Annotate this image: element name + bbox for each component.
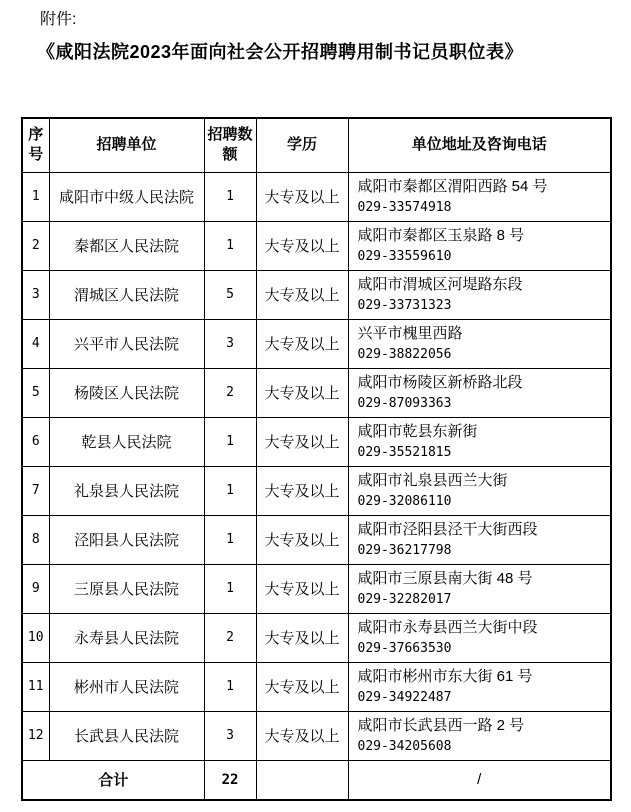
education-cell: 大专及以上: [256, 417, 348, 466]
table-row: [22, 662, 611, 711]
header-seq-no: 序号: [22, 118, 49, 172]
education-cell: 大专及以上: [256, 711, 348, 760]
address-line: 咸阳市三原县南大街 48 号: [357, 569, 533, 587]
address-line: 咸阳市乾县东新街: [357, 422, 478, 440]
job-positions-table: [21, 117, 612, 801]
header-address: 单位地址及咨询电话: [348, 118, 611, 172]
recruit-count-cell: 1: [204, 662, 256, 711]
address-line: 咸阳市永寿县西兰大街中段: [357, 618, 538, 636]
address-cell: [348, 172, 611, 221]
address-cell: [348, 319, 611, 368]
education-cell: 大专及以上: [256, 221, 348, 270]
table-footer-row: [22, 760, 611, 800]
row-number-cell: 7: [22, 466, 49, 515]
phone-line: 029-87093363: [357, 395, 452, 411]
row-number-cell: 10: [22, 613, 49, 662]
address-line: 咸阳市秦都区玉泉路 8 号: [357, 226, 525, 244]
address-cell: [348, 564, 611, 613]
unit-name-cell: 永寿县人民法院: [49, 613, 204, 662]
row-number-cell: 4: [22, 319, 49, 368]
education-cell: 大专及以上: [256, 319, 348, 368]
recruit-count-cell: 1: [204, 564, 256, 613]
address-cell: [348, 417, 611, 466]
address-cell: [348, 662, 611, 711]
document-title: 《咸阳法院2023年面向社会公开招聘聘用制书记员职位表》: [37, 42, 524, 62]
table-row: [22, 172, 611, 221]
address-cell: [348, 270, 611, 319]
education-cell: 大专及以上: [256, 613, 348, 662]
phone-line: 029-38822056: [357, 346, 452, 362]
table-row: [22, 466, 611, 515]
table-row: [22, 319, 611, 368]
table-row: [22, 515, 611, 564]
recruit-count-cell: 3: [204, 711, 256, 760]
education-cell: 大专及以上: [256, 368, 348, 417]
education-cell: 大专及以上: [256, 270, 348, 319]
table-row: [22, 564, 611, 613]
table-row: [22, 711, 611, 760]
footer-address-cell: /: [348, 760, 611, 800]
table-header-row: [22, 118, 611, 172]
unit-name-cell: 兴平市人民法院: [49, 319, 204, 368]
recruit-count-cell: 2: [204, 613, 256, 662]
footer-education-cell: [256, 760, 348, 800]
phone-line: 029-33559610: [357, 248, 452, 264]
phone-line: 029-32282017: [357, 591, 452, 607]
table-row: [22, 270, 611, 319]
table-row: [22, 221, 611, 270]
unit-name-cell: 泾阳县人民法院: [49, 515, 204, 564]
header-education: 学历: [256, 118, 348, 172]
address-line: 咸阳市彬州市东大街 61 号: [357, 667, 533, 685]
total-label: 合计: [22, 760, 204, 800]
address-line: 咸阳市泾阳县泾干大街西段: [357, 520, 538, 538]
recruit-count-cell: 1: [204, 515, 256, 564]
phone-line: 029-34205608: [357, 738, 452, 754]
recruit-count-cell: 5: [204, 270, 256, 319]
address-line: 咸阳市杨陵区新桥路北段: [357, 373, 523, 391]
table-row: [22, 417, 611, 466]
address-line: 咸阳市渭城区河堤路东段: [357, 275, 523, 293]
address-cell: [348, 613, 611, 662]
unit-name-cell: 咸阳市中级人民法院: [49, 172, 204, 221]
row-number-cell: 6: [22, 417, 49, 466]
address-cell: [348, 221, 611, 270]
row-number-cell: 5: [22, 368, 49, 417]
recruit-count-cell: 3: [204, 319, 256, 368]
phone-line: 029-32086110: [357, 493, 452, 509]
recruit-count-cell: 1: [204, 417, 256, 466]
recruit-count-cell: 1: [204, 221, 256, 270]
recruit-count-cell: 1: [204, 172, 256, 221]
table-row: [22, 613, 611, 662]
attachment-label: 附件:: [40, 11, 77, 28]
row-number-cell: 1: [22, 172, 49, 221]
address-cell: [348, 368, 611, 417]
row-number-cell: 9: [22, 564, 49, 613]
address-cell: [348, 466, 611, 515]
row-number-cell: 12: [22, 711, 49, 760]
unit-name-cell: 杨陵区人民法院: [49, 368, 204, 417]
education-cell: 大专及以上: [256, 662, 348, 711]
phone-line: 029-37663530: [357, 640, 452, 656]
unit-name-cell: 彬州市人民法院: [49, 662, 204, 711]
recruit-count-cell: 2: [204, 368, 256, 417]
recruit-count-cell: 1: [204, 466, 256, 515]
row-number-cell: 11: [22, 662, 49, 711]
row-number-cell: 3: [22, 270, 49, 319]
unit-name-cell: 长武县人民法院: [49, 711, 204, 760]
header-unit: 招聘单位: [49, 118, 204, 172]
unit-name-cell: 乾县人民法院: [49, 417, 204, 466]
education-cell: 大专及以上: [256, 172, 348, 221]
phone-line: 029-35521815: [357, 444, 452, 460]
address-cell: [348, 711, 611, 760]
education-cell: 大专及以上: [256, 564, 348, 613]
table-row: [22, 368, 611, 417]
unit-name-cell: 渭城区人民法院: [49, 270, 204, 319]
row-number-cell: 8: [22, 515, 49, 564]
address-cell: [348, 515, 611, 564]
address-line: 咸阳市礼泉县西兰大街: [357, 471, 508, 489]
phone-line: 029-33574918: [357, 199, 452, 215]
address-line: 咸阳市秦都区渭阳西路 54 号: [357, 177, 548, 195]
unit-name-cell: 三原县人民法院: [49, 564, 204, 613]
address-line: 咸阳市长武县西一路 2 号: [357, 716, 525, 734]
header-count: 招聘数额: [204, 118, 256, 172]
phone-line: 029-36217798: [357, 542, 452, 558]
address-line: 兴平市槐里西路: [357, 324, 463, 342]
education-cell: 大专及以上: [256, 466, 348, 515]
phone-line: 029-34922487: [357, 689, 452, 705]
unit-name-cell: 秦都区人民法院: [49, 221, 204, 270]
total-count: 22: [204, 760, 256, 800]
row-number-cell: 2: [22, 221, 49, 270]
unit-name-cell: 礼泉县人民法院: [49, 466, 204, 515]
table-body: [22, 172, 611, 760]
phone-line: 029-33731323: [357, 297, 452, 313]
education-cell: 大专及以上: [256, 515, 348, 564]
